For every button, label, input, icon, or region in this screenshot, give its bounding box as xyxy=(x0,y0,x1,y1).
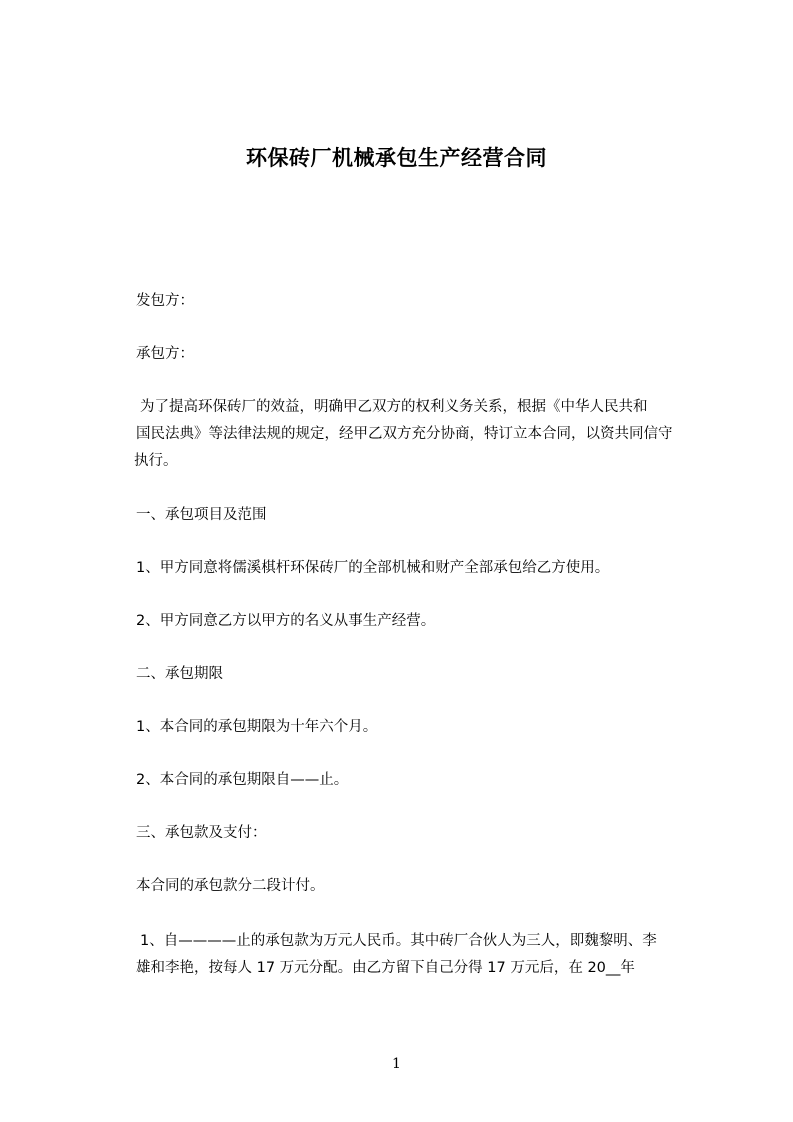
clause-item: 1、甲方同意将儒溪棋杆环保砖厂的全部机械和财产全部承包给乙方使用。 xyxy=(136,560,610,576)
clause-item: 2、甲方同意乙方以甲方的名义从事生产经营。 xyxy=(136,613,436,629)
clause-item: 2、本合同的承包期限自——止。 xyxy=(136,772,349,788)
intro-line: 为了提高环保砖厂的效益，明确甲乙双方的权利义务关系，根据《中华人民共和 xyxy=(140,399,648,415)
intro-line: 国民法典》等法律法规的规定，经甲乙双方充分协商，特订立本合同，以资共同信守 xyxy=(136,426,673,442)
clause-line: 雄和李艳，按每人 17 万元分配。由乙方留下自己分得 17 万元后，在 20__年 xyxy=(136,960,635,976)
section-paragraph: 本合同的承包款分二段计付。 xyxy=(136,878,325,894)
clause-item: 1、本合同的承包期限为十年六个月。 xyxy=(136,719,378,735)
section-heading: 一、承包项目及范围 xyxy=(136,507,267,523)
document-title: 环保砖厂机械承包生产经营合同 xyxy=(246,146,547,170)
section-heading: 三、承包款及支付： xyxy=(136,825,267,841)
page-number: 1 xyxy=(392,1056,401,1072)
clause-paragraph xyxy=(136,928,716,982)
party-b-label: 承包方： xyxy=(136,346,194,362)
section-heading: 二、承包期限 xyxy=(136,666,223,682)
intro-paragraph xyxy=(136,394,716,475)
intro-line: 执行。 xyxy=(134,453,178,469)
clause-line: 1、自————止的承包款为万元人民币。其中砖厂合伙人为三人，即魏黎明、李 xyxy=(140,933,657,949)
party-a-label: 发包方： xyxy=(136,293,194,309)
